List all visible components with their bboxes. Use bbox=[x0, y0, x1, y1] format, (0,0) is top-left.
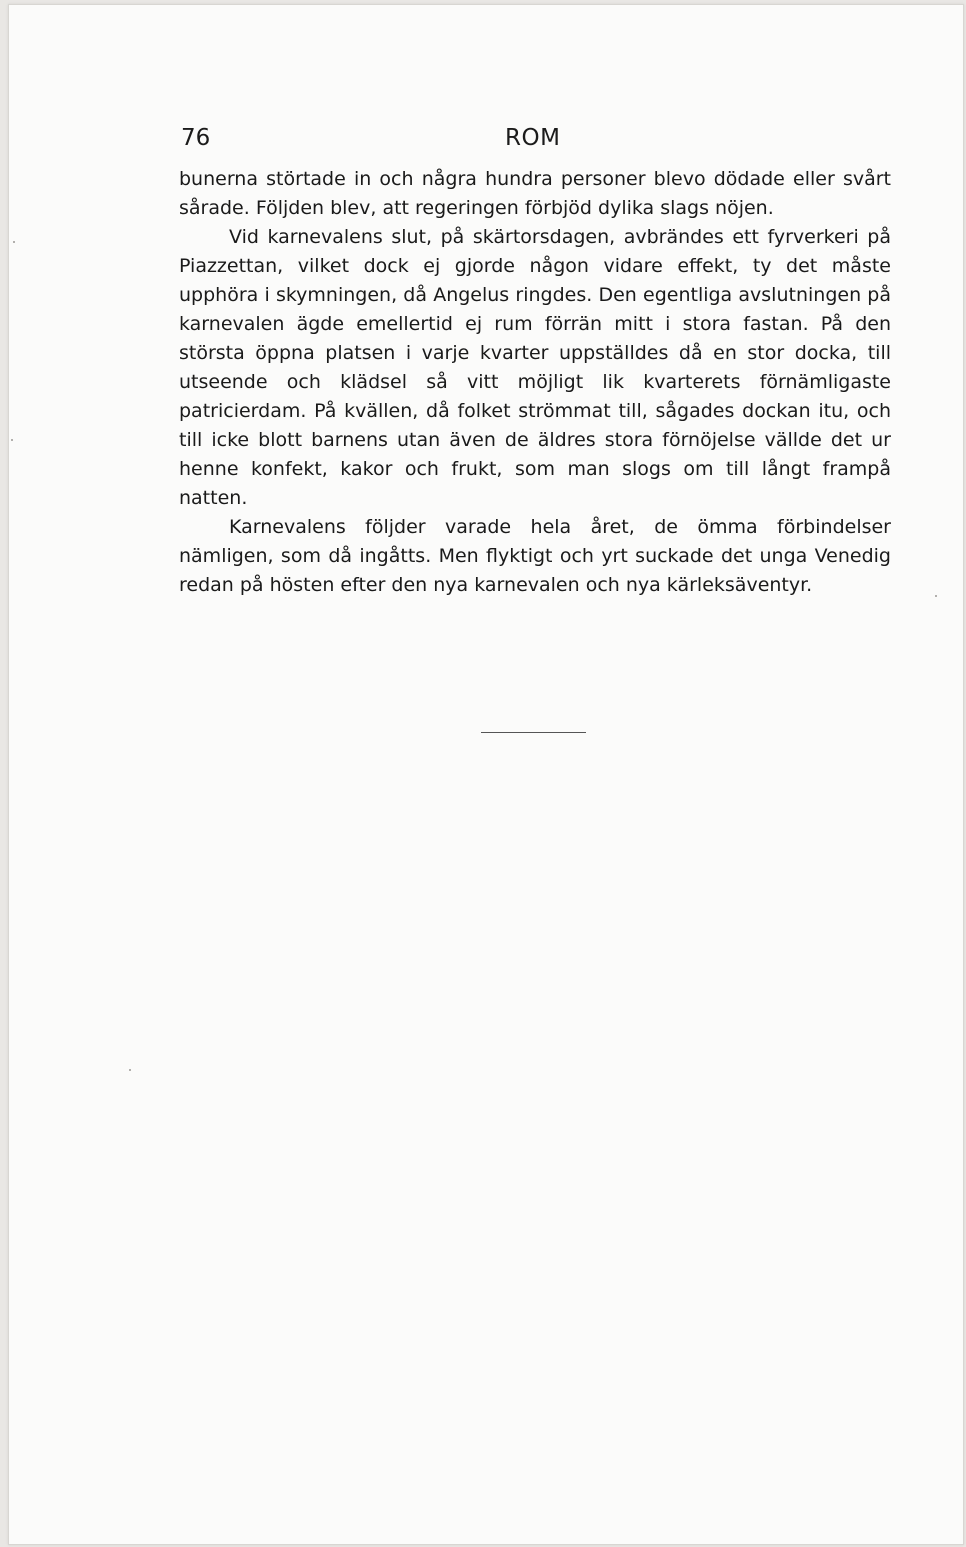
page-number: 76 bbox=[181, 125, 211, 151]
paragraph-carnival-end: Vid karnevalens slut, på skärtorsdagen, avbrändes ett fyrverkeri på Piazzettan, vilket dock ej gjorde någon vidare effekt, ty det måste upphöra i skymningen, då Angelus ringdes. Den egentliga avslutningen på karnevalen ägde emellertid ej rum förrän mitt i stora fastan. På den största öppna platsen i varje kvarter uppställdes då en stor docka, till utseende och klädsel så vitt möjligt lik kvarterets förnämligaste patricierdam. På kvällen, då folket strömmat till, sågades dockan itu, och till icke blott barnens utan även de äldres stora förnöjelse vällde det ur henne konfekt, kakor och frukt, som man slogs om till långt frampå natten. bbox=[179, 226, 891, 509]
paragraph-continuation: bunerna störtade in och några hundra personer blevo dödade eller svårt sårade. Följden blev, att regeringen förbjöd dylika slags nöjen. bbox=[179, 168, 891, 219]
body-text bbox=[179, 165, 891, 600]
running-head: ROM bbox=[505, 125, 561, 151]
paper-speck bbox=[129, 1069, 131, 1071]
paper-speck bbox=[11, 439, 13, 441]
page-header bbox=[181, 117, 891, 157]
paper-speck bbox=[935, 595, 937, 597]
section-end-rule bbox=[481, 732, 586, 733]
paper-speck bbox=[13, 241, 15, 243]
paragraph-carnival-consequences: Karnevalens följder varade hela året, de ömma förbindelser nämligen, som då ingåtts. Men flyktigt och yrt suckade det unga Venedig redan på hösten efter den nya karnevalen och nya kärleksäventyr. bbox=[179, 516, 891, 596]
book-page bbox=[8, 4, 964, 1545]
